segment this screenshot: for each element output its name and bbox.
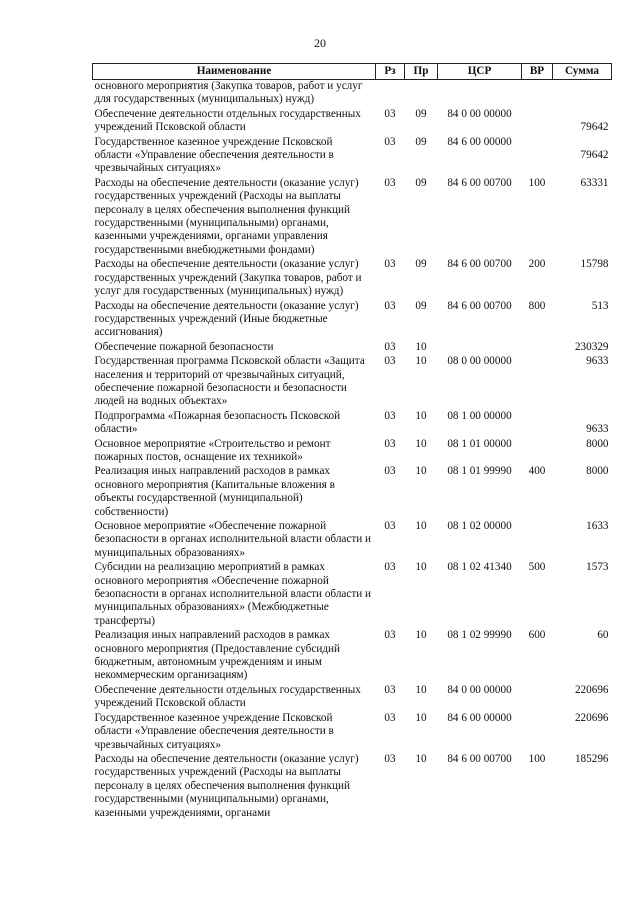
cell-rz: 03 [384,465,396,478]
cell-pr: 09 [415,176,427,189]
cell-sum: 185296 [574,752,609,765]
cell-pr: 09 [415,299,427,312]
table-row [93,258,612,299]
cell-rz: 03 [384,561,396,574]
cell-csr: 84 6 00 00000 [447,711,512,724]
cell-pr: 10 [415,465,427,478]
cell-vr [522,80,553,108]
cell-name: Обеспечение деятельности отдельных государственных учреждений Псковской области [94,683,361,710]
cell-vr [522,355,553,410]
cell-rz: 03 [384,299,396,312]
header-name: Наименование [93,64,376,80]
cell-pr: 10 [415,683,427,696]
cell-csr: 08 0 00 00000 [447,355,512,368]
cell-rz: 03 [384,437,396,450]
cell-name: Обеспечение пожарной безопасности [94,340,274,353]
cell-rz: 03 [384,409,396,422]
cell-sum: 15798 [580,258,609,271]
cell-name: Государственное казенное учреждение Псковской области «Управление обеспечения деятельности в чрезвычайных ситуациях» [94,711,334,751]
cell-pr: 10 [415,629,427,642]
cell-sum: 1573 [586,561,609,574]
cell-vr [522,410,553,438]
cell-csr: 84 6 00 00700 [447,258,512,271]
cell-csr: 84 6 00 00700 [447,299,512,312]
cell-csr: 08 1 02 41340 [447,561,512,574]
table-row [93,136,612,177]
cell-pr: 10 [415,355,427,368]
table-row [93,465,612,520]
cell-vr: 800 [528,299,546,312]
cell-sum: 63331 [580,176,609,189]
cell-name: основного мероприятия (Закупка товаров, работ и услуг для государственных (муниципальных) нужд) [94,80,363,106]
cell-rz: 03 [384,107,396,120]
cell-pr: 09 [415,107,427,120]
cell-rz: 03 [384,135,396,148]
cell-sum: 9633 [586,355,609,368]
cell-csr [438,341,522,355]
cell-sum: 8000 [586,437,609,450]
cell-vr: 200 [528,258,546,271]
cell-pr [405,80,438,108]
cell-csr: 84 6 00 00700 [447,176,512,189]
table-row [93,753,612,821]
cell-vr: 400 [528,465,546,478]
cell-vr: 100 [528,176,546,189]
cell-vr [522,108,553,136]
cell-sum [553,80,612,108]
table-row [93,355,612,410]
cell-rz: 03 [384,752,396,765]
cell-name: Реализация иных направлений расходов в рамках основного мероприятия (Предоставление субсидий бюджетным, автономным учреждениям и иным некоммерческим организациям) [94,629,340,682]
cell-name: Субсидии на реализацию мероприятий в рамках основного мероприятия «Обеспечение пожарной безопасности в органах исполнительной власти области и муниципальных образованиях» (Межбюджетные трансферты) [94,561,372,627]
header-sum: Сумма [553,64,612,80]
table-row [93,438,612,466]
table-row [93,629,612,684]
cell-sum: 60 [597,629,609,642]
cell-csr: 84 6 00 00700 [447,752,512,765]
table-header-row [93,64,612,80]
cell-csr: 08 1 01 99990 [447,465,512,478]
cell-vr [522,684,553,712]
cell-sum: 1633 [586,520,609,532]
cell-sum: 79642 [580,148,609,161]
cell-name: Основное мероприятие «Обеспечение пожарной безопасности в органах исполнительной власти области и муниципальных образованиях» [94,520,372,559]
cell-sum: 230329 [574,340,609,353]
cell-csr: 84 6 00 00000 [447,135,512,148]
header-csr: ЦСР [438,64,522,80]
table-row [93,520,612,561]
cell-rz: 03 [384,176,396,189]
cell-csr: 08 1 01 00000 [447,437,512,450]
cell-sum: 9633 [586,422,609,435]
cell-name: Расходы на обеспечение деятельности (оказание услуг) государственных учреждений (Расходы на выплаты персоналу в целях обеспечения выполнения функций государственными (муниципальными) органами, казенными учреждениями, органами управления государственными внебюджетными фондами) [94,176,359,256]
cell-csr: 08 1 02 99990 [447,629,512,642]
cell-name: Основное мероприятие «Строительство и ремонт пожарных постов, оснащение их техникой» [94,437,331,463]
cell-csr: 08 1 02 00000 [447,520,512,532]
cell-rz [376,80,405,108]
cell-csr: 08 1 00 00000 [447,409,512,422]
cell-sum: 220696 [574,683,609,696]
header-vr: ВР [522,64,553,80]
budget-table [92,63,612,821]
cell-pr: 10 [415,711,427,724]
cell-csr: 84 0 00 00000 [447,107,512,120]
cell-sum: 79642 [580,120,609,133]
cell-rz: 03 [384,258,396,271]
cell-vr: 600 [528,629,546,642]
cell-rz: 03 [384,629,396,642]
cell-name: Расходы на обеспечение деятельности (оказание услуг) государственных учреждений (Закупка товаров, работ и услуг для государственных (муниципальных) нужд) [94,258,362,298]
cell-name: Реализация иных направлений расходов в рамках основного мероприятия (Капитальные вложения в объекты государственной (муниципальной) собственности) [94,465,335,518]
cell-name: Расходы на обеспечение деятельности (оказание услуг) государственных учреждений (Иные бюджетные ассигнования) [94,299,359,339]
cell-pr: 10 [415,520,427,532]
table-row [93,80,612,108]
cell-rz: 03 [384,355,396,368]
cell-pr: 10 [415,561,427,574]
cell-vr [522,520,553,561]
header-pr: Пр [405,64,438,80]
cell-pr: 10 [415,340,427,353]
table-row [93,410,612,438]
cell-vr: 100 [528,752,546,765]
table-row [93,712,612,753]
table-row [93,684,612,712]
cell-sum: 513 [591,299,609,312]
cell-rz: 03 [384,340,396,353]
cell-csr: 84 0 00 00000 [447,683,512,696]
cell-sum: 8000 [586,465,609,478]
cell-vr [522,341,553,355]
table-body [93,80,612,821]
cell-pr: 10 [415,752,427,765]
cell-name: Государственное казенное учреждение Псковской области «Управление обеспечения деятельности в чрезвычайных ситуациях» [94,135,334,175]
cell-vr [522,712,553,753]
header-rz: Рз [376,64,405,80]
cell-sum: 220696 [574,711,609,724]
cell-name: Государственная программа Псковской области «Защита населения и территорий от чрезвычайных ситуаций, обеспечение пожарной безопасности и безопасности людей на водных объектах» [94,355,365,408]
cell-rz: 03 [384,711,396,724]
cell-name: Расходы на обеспечение деятельности (оказание услуг) государственных учреждений (Расходы на выплаты персоналу в целях обеспечения выполнения функций государственными (муниципальными) органами, казенными учреждениями, органами [94,752,359,819]
table-row [93,177,612,258]
table-row [93,300,612,341]
cell-name: Подпрограмма «Пожарная безопасность Псковской области» [94,409,341,436]
cell-csr [438,80,522,108]
table-row [93,108,612,136]
cell-pr: 09 [415,258,427,271]
table-row [93,341,612,355]
table-row [93,561,612,629]
cell-pr: 09 [415,135,427,148]
cell-vr [522,136,553,177]
cell-vr [522,438,553,466]
cell-rz: 03 [384,520,396,532]
cell-pr: 10 [415,409,427,422]
cell-vr: 500 [528,561,546,574]
page-number: 20 [314,36,326,50]
cell-rz: 03 [384,683,396,696]
cell-name: Обеспечение деятельности отдельных государственных учреждений Псковской области [94,107,361,134]
cell-pr: 10 [415,437,427,450]
